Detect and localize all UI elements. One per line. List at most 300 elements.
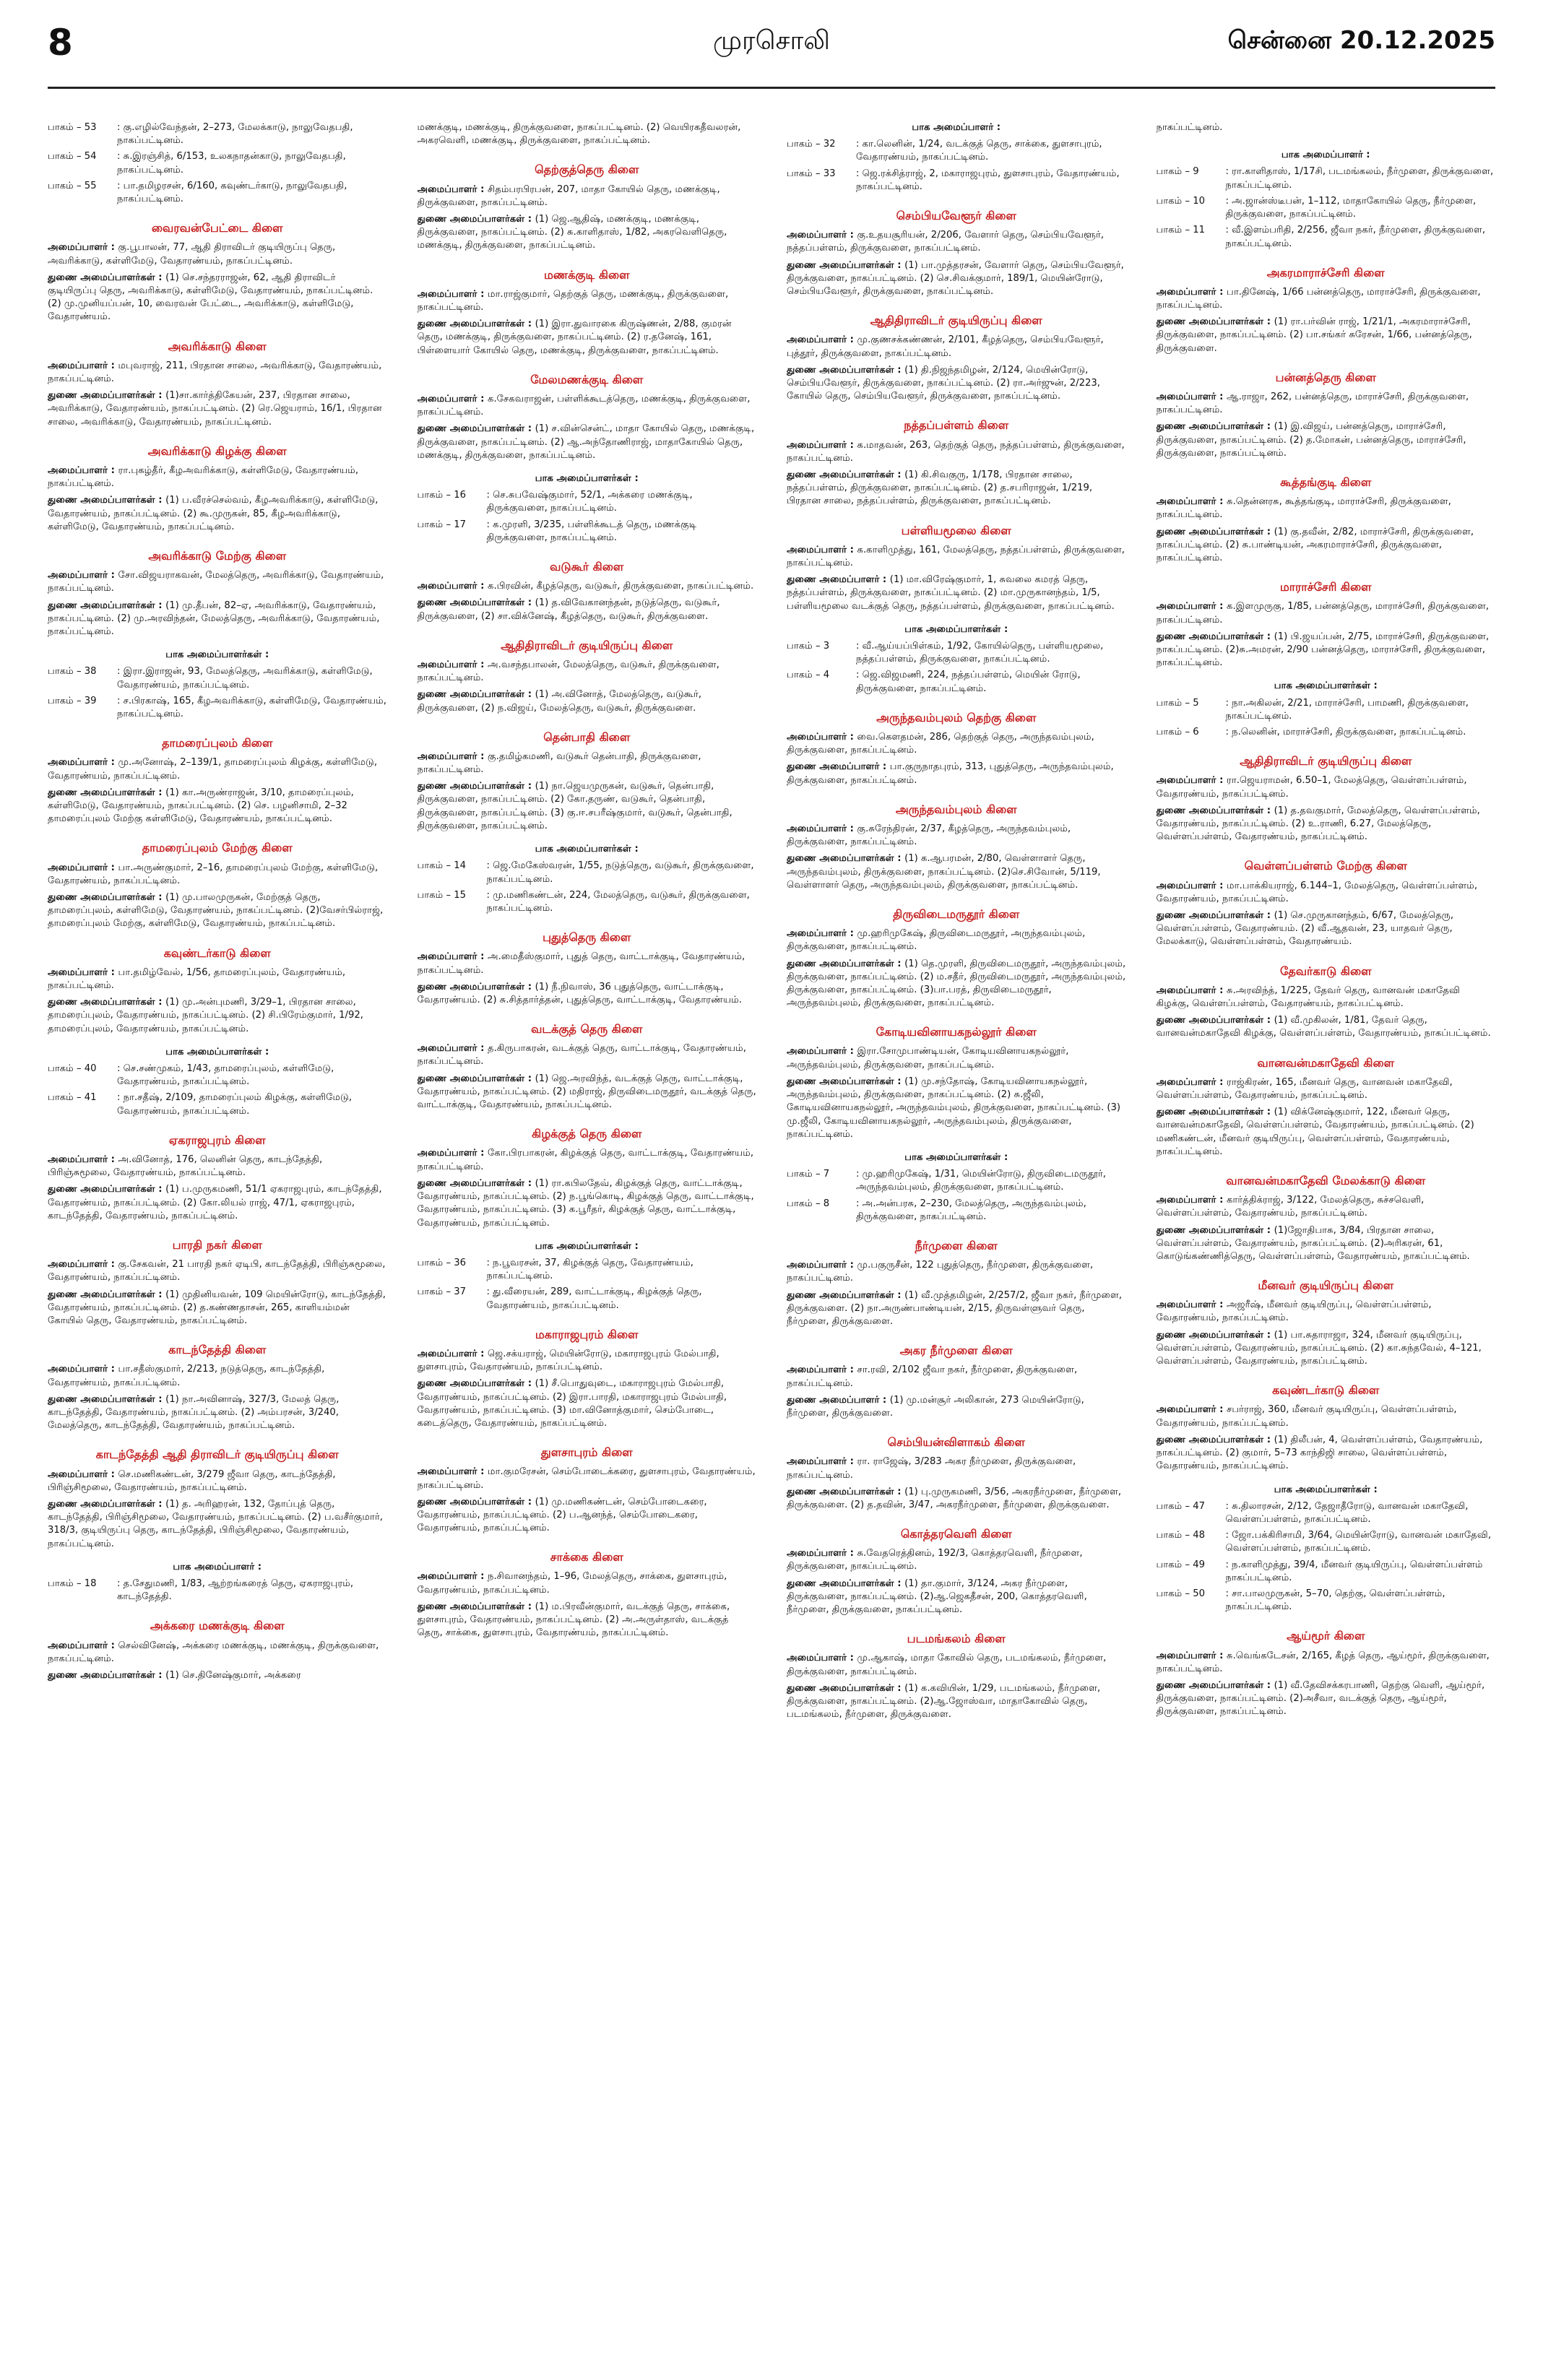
organizer-line [787,731,1126,757]
field-label: அமைப்பாளர் : [417,393,488,404]
deputy-organizers-line [1157,1679,1496,1719]
organizer-line [418,183,757,209]
field-label: துணை அமைப்பாளர்கள் : [417,1378,535,1390]
field-label: துணை அமைப்பாளர்கள் : [48,997,166,1008]
booth-organizer: : நா.சதீஷ், 2/109, தாமரைப்புலம் கிழக்கு, கள்ளிமேடு, வேதாரண்யம், நாகப்பட்டினம். [117,1092,353,1117]
field-label: துணை அமைப்பாளர்கள் : [417,689,535,701]
booth-number: பாகம் – 50 [1156,1588,1206,1600]
field-label: துணை அமைப்பாளர்கள் : [417,1601,535,1612]
branch-section [1157,265,1496,355]
deputy-organizers-line [787,1076,1126,1141]
organizer-line [418,1147,757,1173]
booth-number: பாகம் – 7 [787,1169,830,1180]
branch-section [1157,149,1496,251]
field-label: துணை அமைப்பாளர்கள் : [787,1578,905,1589]
field-value: (1) க.கவியின், 1/29, படமங்கலம், நீர்முளை, திருக்குவளை, நாகப்பட்டினம். (2)ஆ.ஜோஸ்வா, மாதாகோவில் தெரு, படமங்கலம், நீர்முளை, திருக்குவளை. [787,1682,1101,1721]
field-value: (1) மா.விரேஷ்குமார், 1, சுவலை கமரத் தெரு, நத்தப்பள்ளம், திருக்குவளை, நாகப்பட்டினம். (2) மா.முருகானந்தம், 1/5, பள்ளியமூலை வடக்குத் தெரு, நத்தப்பள்ளம், திருக்குவளை, நாகப்பட்டினம். [787,574,1115,612]
booth-organizers-heading: பாக அமைப்பாளர் : [912,122,1001,133]
field-label: துணை அமைப்பாளர்கள் : [48,1184,166,1195]
organizer-line [1157,1299,1496,1325]
field-value: ராஜ்கிரண், 165, மீனவர் தெரு, வானவன் மகாதேவி, வெள்ளப்பள்ளம், வேதாரண்யம், நாகப்பட்டினம். [1156,1076,1453,1101]
organizer-line [48,1640,387,1666]
organizer-line [1157,391,1496,417]
branch-title: வடக்குத் தெரு கிளை [531,1022,643,1037]
booth-entry [48,150,387,176]
field-value: (1) ரா.கபிலதேவ், கிழக்குத் தெரு, வாட்டாக்குடி, வேதாரண்யம், நாகப்பட்டினம். (2) ந.பூங்கொடி, கிழக்குத் தெரு, வாட்டாக்குடி, வேதாரண்யம், நாகப்பட்டினம். (3) க.பூரீதர், கிழக்குத் தெரு, வாட்டாக்குடி, வேதாரண்யம், நாகப்பட்டினம். [417,1177,754,1229]
field-value: கார்த்திக்ராஜ், 3/122, மேலத்தெரு, சுச்சவெளி, வெள்ளப்பள்ளம், வேதாரண்யம், நாகப்பட்டினம். [1156,1195,1425,1219]
deputy-organizers-line [1157,1014,1496,1040]
field-value: கு.உதயசூரியன், 2/206, வேளார் தெரு, செம்பியவேளூர், நத்தப்பள்ளம், திருக்குவளை, நாகப்பட்டினம். [787,230,1105,254]
field-value: (1) முதினியவன், 109 மெயின்ரோடு, காடந்தேத்தி, வேதாரண்யம், நாகப்பட்டினம். (2) த.கண்ணதாசன், 265, காளியம்மன் கோயில் தெரு, வேதாரண்யம், நாகப்பட்டினம். [48,1289,386,1327]
deputy-organizers-line [787,1682,1126,1722]
field-value: (1) மு.தீபன், 82–ஏ, அவரிக்காடு, வேதாரண்யம், நாகப்பட்டினம். (2) மு.அரவிந்தன், மேலத்தெரு, அவரிக்காடு, வேதாரண்யம், நாகப்பட்டினம். [48,600,380,637]
deputy-organizers-line [48,1289,387,1328]
booth-number: பாகம் – 15 [417,889,467,901]
field-label: துணை அமைப்பாளர்கள் : [1156,1107,1274,1118]
branch-title: மாராச்சேரி கிளை [1279,580,1372,594]
field-value: கு.சேகவன், 21 பாரதி நகர் ஏடிபி, காடந்தேத்தி, பிரிஞ்சுமூலை, வேதாரண்யம், நாகப்பட்டினம். [48,1259,386,1284]
branch-section [418,121,757,147]
booth-organizer: : அ.அன்பரசு, 2–230, மேலத்தெரு, அருந்தவம்புலம், திருக்குவளை, நாகப்பட்டினம். [856,1198,1086,1222]
field-label: துணை அமைப்பாளர்கள் : [417,319,535,330]
booth-number: பாகம் – 49 [1156,1559,1206,1570]
booth-entry [48,665,387,691]
branch-title: செம்பியன்விளாகம் கிளை [887,1435,1025,1450]
organizer-line [787,823,1126,849]
field-value: ரா.புகழ்தீர், கீழஅவரிக்காடு, கள்ளிமேடு, வேதாரண்யம், நாகப்பட்டினம். [48,464,359,490]
booth-entry [418,860,757,886]
booth-entry [418,489,757,515]
field-label: துணை அமைப்பாளர்கள் : [417,1073,535,1084]
field-value: ஜெ.சக்யராஜ், மெயின்ரோடு, மகாராஜபுரம் மேல்பாதி, துளசாபுரம், வேதாரண்யம், நாகப்பட்டினம். [417,1348,719,1373]
booth-number: பாகம் – 14 [417,860,467,872]
booth-entry [1157,1500,1496,1526]
booth-number: பாகம் – 32 [787,139,836,150]
deputy-organizers-line [1157,1434,1496,1474]
branch-section [418,1021,757,1112]
booth-organizer: : சா.பாலமுருகன், 5–70, தெற்கு, வெள்ளப்பள்ளம், நாகப்பட்டினம். [1225,1588,1445,1613]
booth-entry [1157,224,1496,250]
branch-title: ஆதிதிராவிடர் குடியிருப்பு கிளை [501,638,673,652]
header-rule [48,87,1495,89]
field-label: துணை அமைப்பாளர்கள் : [787,1682,905,1694]
booth-number: பாகம் – 4 [787,670,830,681]
organizer-line [787,1652,1126,1678]
field-value: (1) மு.மன்சூர் அலிகான், 273 மெயின்ரோடு, நீர்முளை, திருக்குவளை. [787,1394,1084,1419]
field-label: அமைப்பாளர் : [787,230,857,241]
field-value: (1) திலீபன், 4, வெள்ளப்பள்ளம், வேதாரண்யம், நாகப்பட்டினம். (2) குமார், 5–73 காந்திஜி சாலை, வெள்ளப்பள்ளம், வேதாரண்யம், நாகப்பட்டினம். [1156,1434,1483,1472]
field-value: க.சேகவராஜன், பள்ளிக்கூடத்தெரு, மணக்குடி, திருக்குவளை, நாகப்பட்டினம். [417,393,751,418]
field-value: (1) விக்னேஷ்குமார், 122, மீனவர் தெரு, வானவன்மகாதேவி, வெள்ளப்பள்ளம், வேதாரண்யம், நாகப்பட்டினம். (2) மணிகண்டன், மீனவர் குடியிருப்பு, வெள்ளப்பள்ளம், வேதாரண்யம், நாகப்பட்டினம். [1156,1107,1474,1157]
organizer-line [48,1258,387,1284]
booth-organizers-heading: பாக அமைப்பாளர் : [1281,150,1370,161]
field-value: (1) பு.முருகமணி, 3/56, அகரநீர்முளை, நீர்முளை, திருக்குவளை. (2) த.தவின், 3/47, அகரநீர்முளை, நீர்முளை, திருக்குவளை. [787,1486,1122,1510]
booth-entry [787,138,1126,164]
booth-organizer: : இரா.இராஜன், 93, மேலத்தெரு, அவரிக்காடு, கள்ளிமேடு, வேதாரண்யம், நாகப்பட்டினம். [117,666,373,691]
branch-section [1157,370,1496,460]
field-value: சு.வேதரெத்தினம், 192/3, கொத்தரவெளி, நீர்முளை, திருக்குவளை, நாகப்பட்டினம். [787,1548,1083,1572]
booth-number: பாகம் – 53 [48,122,97,133]
organizer-line [787,334,1126,360]
field-value: க.பிரவின், கீழத்தெரு, வடுகூர், திருக்குவளை, நாகப்பட்டினம். [488,581,754,592]
field-value: அ.மைதீஸ்குமார், புதுத் தெரு, வாட்டாக்குடி, வேதாரண்யம், நாகப்பட்டினம். [417,951,745,976]
organizer-line [1157,880,1496,906]
field-label: துணை அமைப்பாளர்கள் : [787,958,905,969]
branch-title: ஏகராஜபுரம் கிளை [168,1133,266,1147]
branch-title: அருந்தவம்புலம் கிளை [895,802,1017,816]
field-label: துணை அமைப்பாளர்கள் : [787,1289,905,1301]
field-value: மா.ராஜ்குமார், தெற்குத் தெரு, மணக்குடி, திருக்குவளை, நாகப்பட்டினம். [417,288,729,313]
deputy-organizers-line [418,1177,757,1230]
branch-section [48,220,387,324]
booth-entry [48,695,387,721]
branch-section [48,945,387,1118]
field-value: ரா. ராஜேஷ், 3/283 அகர நீர்முளை, திருக்குவளை, நாகப்பட்டினம். [787,1456,1076,1481]
branch-title: தென்பாதி கிளை [543,730,631,744]
deputy-organizers-line [418,213,757,253]
booth-organizers-heading: பாக அமைப்பாளர்கள் : [535,1240,639,1252]
organizer-line [787,544,1126,570]
deputy-organizers-line [48,787,387,826]
field-label: துணை அமைப்பாளர்கள் : [1156,805,1274,816]
field-label: அமைப்பாளர் : [417,1571,488,1583]
booth-entry [787,168,1126,194]
branch-section [1157,475,1496,565]
deputy-organizers-line [418,1073,757,1112]
field-value: பா.தமிழ்வேல், 1/56, தாமரைப்புலம், வேதாரண்யம், நாகப்பட்டினம். [48,966,346,991]
branch-section [787,1435,1126,1512]
booth-number: பாகம் – 8 [787,1198,830,1209]
deputy-organizers-line [787,1289,1126,1329]
field-label: துணை அமைப்பாளர்கள் : [1156,631,1274,642]
branch-title: கொத்தரவெளி கிளை [900,1527,1012,1541]
organizer-line [418,951,757,977]
organizer-line [48,569,387,595]
field-value: க.மாதவன், 263, தெற்குத் தெரு, நத்தப்பள்ளம், திருக்குவளை, நாகப்பட்டினம். [787,439,1125,464]
text-column [418,107,757,2360]
field-value: ரா.ஜெயராமன், 6.50–1, மேலத்தெரு, வெள்ளப்பள்ளம், வேதாரண்யம், நாகப்பட்டினம். [1156,775,1467,800]
booth-organizer: : நா.அகிலன், 2/21, மாராச்சேரி, பாமணி, திருக்குவளை, நாகப்பட்டினம். [1225,697,1469,722]
booth-organizers-heading: பாக அமைப்பாளர்கள் : [165,649,269,661]
field-label: அமைப்பாளர் : [417,183,488,195]
text-column [787,107,1126,2360]
organizer-line [787,1259,1126,1285]
field-label: அமைப்பாளர் : [787,823,857,834]
booth-organizer: : வீ.இளம்பரிதி, 2/256, ஜீவா நகர், நீர்முளை, திருக்குவளை, நாகப்பட்டினம். [1225,225,1486,249]
field-value: அ.வசந்தபாலன், மேலத்தெரு, வடுகூர், திருக்குவளை, நாகப்பட்டினம். [417,659,719,684]
organizer-line [48,966,387,992]
field-label: துணை அமைப்பாளர்கள் : [48,1289,166,1300]
branch-section [48,1618,387,1682]
branch-section [1157,121,1496,134]
booth-entry [1157,1559,1496,1585]
booth-organizers-heading: பாக அமைப்பாளர் : [173,1561,262,1572]
booth-organizer: : வீ.ஆய்யப்பிள்கம், 1/92, கோயில்தெரு, பள்ளியமூலை, நத்தப்பள்ளம், திருக்குவளை, நாகப்பட்டினம். [856,641,1104,665]
field-label: அமைப்பாளர் : [1156,601,1227,613]
branch-title: படமங்கலம் கிளை [907,1632,1006,1646]
branch-title: ஆதிதிராவிடர் குடியிருப்பு கிளை [1240,754,1412,769]
branch-title: அவரிக்காடு கிழக்கு கிளை [147,443,287,458]
branch-title: அருந்தவம்புலம் தெற்கு கிளை [876,710,1037,724]
field-value: மு.ஆகாஷ், மாதா கோவில் தெரு, படமங்கலம், நீர்முளை, திருக்குவளை, நாகப்பட்டினம். [787,1653,1107,1677]
branch-title: மணக்குடி கிளை [543,267,630,282]
deputy-organizers-line [1157,1106,1496,1159]
booth-entry [1157,165,1496,191]
branch-section [48,443,387,534]
branch-section [787,802,1126,892]
branch-section [48,1342,387,1432]
booth-entry [787,640,1126,666]
field-value: கு.சுரேந்திரன், 2/37, கீழத்தெரு, அருந்தவம்புலம், திருக்குவளை, நாகப்பட்டினம். [787,823,1071,848]
field-value: கு.தமிழ்கமணி, வடுகூர் தென்பாதி, திருக்குவளை, நாகப்பட்டினம். [417,750,701,776]
field-label: துணை அமைப்பாளர்கள் : [787,259,905,271]
deputy-organizers-line [787,958,1126,1011]
organizer-line [48,1363,387,1389]
branch-section [1157,1278,1496,1368]
organizer-line [418,393,757,419]
deputy-organizers-line [787,1578,1126,1617]
field-value: மா.பாக்கியராஜ், 6.144–1, மேலத்தெரு, வெள்ளப்பள்ளம், வேதாரண்யம், நாகப்பட்டினம். [1156,880,1478,904]
field-value: க.இளமுருகு, 1/85, பன்னத்தெரு, மாராச்சேரி, திருக்குவளை, நாகப்பட்டினம். [1156,601,1490,626]
field-value: மு.அனோஷ், 2–139/1, தாமரைப்புலம் கிழக்கு, கள்ளிமேடு, வேதாரண்யம், நாகப்பட்டினம். [48,757,378,782]
booth-entry [48,1063,387,1089]
branch-section [418,930,757,1007]
deputy-organizers-line [418,1377,757,1430]
organizer-line [787,1364,1126,1390]
continued-text: மணக்குடி, மணக்குடி, திருக்குவளை, நாகப்பட்டினம். (2) வெயிரகதீவலரன், அகரவெளி, மணக்குடி, திருக்குவளை, நாகப்பட்டினம். [417,122,741,147]
deputy-organizers-line [48,1498,387,1551]
organizer-line [787,1547,1126,1573]
organizer-line [418,580,757,593]
deputy-organizers-line [787,364,1126,404]
field-label: அமைப்பாளர் : [417,951,488,963]
field-label: துணை அமைப்பாளர் : [787,1394,890,1406]
field-label: துணை அமைப்பாளர்கள் : [417,1177,535,1189]
booth-entry [787,1168,1126,1194]
branch-section [787,1238,1126,1328]
branch-title: காடந்தேத்தி கிளை [168,1343,267,1357]
booth-organizer: : த.சேதுமணி, 1/83, ஆற்றங்கரைத் தெரு, ஏகராஜபுரம், காடந்தேத்தி. [117,1578,354,1603]
field-label: அமைப்பாளர் : [787,731,857,743]
branch-title: துளசாபுரம் கிளை [540,1445,633,1460]
booth-organizers-heading: பாக அமைப்பாளர்கள் : [1274,680,1378,692]
organizer-line [418,1348,757,1374]
field-value: (1) நா.ஜெயமுருகன், வடுகூர், தென்பாதி, திருக்குவளை, நாகப்பட்டினம். (2) கோ.தருண், வடுகூர், தென்பாதி, திருக்குவளை, நாகப்பட்டினம். (3) கு.ஈ.சபரீஷ்குமார், வடுகூர், தென்பாதி, திருக்குவளை, நாகப்பட்டினம். [417,781,732,831]
deputy-organizers-line [48,494,387,534]
branch-section [1157,1173,1496,1263]
branch-title: தாமரைப்புலம் மேற்கு கிளை [142,841,293,855]
organizer-line [787,927,1126,953]
branch-title: காடந்தேத்தி ஆதி திராவிடர் குடியிருப்பு கிளை [95,1448,339,1462]
field-label: அமைப்பாளர் : [787,1456,857,1468]
field-label: துணை அமைப்பாளர்கள் : [787,1076,905,1087]
booth-entry [418,1286,757,1312]
deputy-organizers-line [48,389,387,429]
field-label: அமைப்பாளர் : [48,1259,118,1271]
branch-section [418,1549,757,1640]
text-column [1157,107,1496,2360]
field-label: துணை அமைப்பாளர்கள் : [787,469,905,480]
field-label: அமைப்பாளர் : [48,360,118,371]
booth-organizers-heading: பாக அமைப்பாளர்கள் : [535,472,639,484]
booth-number: பாகம் – 9 [1156,166,1199,178]
deputy-organizers-line [48,1393,387,1433]
page-number: 8 [48,22,73,64]
field-value: (1) மு.மணிகண்டன், செம்போடைகரை, வேதாரண்யம், நாகப்பட்டினம். (2) ப.ஆனந்த், செம்போடைகரை, வேதாரண்யம், நாகப்பட்டினம். [417,1496,707,1534]
deputy-organizers-line [787,852,1126,892]
page-header [48,22,1495,79]
field-label: துணை அமைப்பாளர்கள் : [1156,1224,1274,1236]
branch-section [1157,753,1496,844]
booth-number: பாகம் – 3 [787,641,830,652]
booth-number: பாகம் – 38 [48,666,97,678]
booth-number: பாகம் – 40 [48,1063,97,1075]
branch-title: ஆய்மூர் கிளை [1287,1629,1365,1643]
field-label: அமைப்பாளர் : [417,1348,488,1359]
field-label: துணை அமைப்பாளர்கள் : [417,423,535,435]
deputy-organizers-line [787,259,1126,299]
field-label: அமைப்பாளர் : [1156,1076,1227,1088]
booth-entry [1157,1588,1496,1614]
deputy-organizers-line [48,1183,387,1223]
field-value: (1) த.விவேகானந்தன், நடுத்தெரு, வடுகூர், திருக்குவளை, (2) சா.விக்னேஷ், கீழத்தெரு, வடுகூர், திருக்குவளை. [417,597,720,622]
deputy-organizers-line [48,1669,387,1682]
field-value: (1) நா.அவினாஷ், 327/3, மேலத் தெரு, காடந்தேத்தி, வேதாரண்யம், நாகப்பட்டினம். (2) அம்பரசன், 3/240, மேலத்தெரு, காடந்தேத்தி, வேதாரண்யம், நாகப்பட்டினம். [48,1393,340,1432]
field-value: (1) வீ.முகிலன், 1/81, தேவர் தெரு, வானவன்மகாதேவி கிழக்கு, வெள்ளப்பள்ளம், வேதாரண்யம், நாகப்பட்டினம். [1156,1015,1491,1039]
field-label: அமைப்பாளர் : [417,750,488,762]
booth-number: பாகம் – 18 [48,1578,97,1590]
branch-section [418,638,757,715]
deputy-organizers-line [1157,1224,1496,1264]
deputy-organizers-line [1157,526,1496,566]
booth-entry [48,180,387,206]
field-value: க.காளிமுத்து, 161, மேலத்தெரு, நத்தப்பள்ளம், திருக்குவளை, நாகப்பட்டினம். [787,544,1125,568]
field-value: (1) பா.சுதாராஜா, 324, மீனவர் குடியிருப்பு, வெள்ளப்பள்ளம், வேதாரண்யம், நாகப்பட்டினம். (2) கா.சுந்தவேல், 4–121, வெள்ளப்பள்ளம், வேதாரண்யம், நாகப்பட்டினம். [1156,1329,1482,1367]
booth-entry [787,1198,1126,1224]
booth-organizer: : க.முரளி, 3/235, பள்ளிக்கூடத் தெரு, மணக்குடி திருக்குவளை, நாகப்பட்டினம். [486,519,697,543]
booth-organizer: : மு.ஹரிமுகேஷ், 1/31, மெயின்ரோடு, திருவிடைமருதூர், அருந்தவம்புலம், திருக்குவளை, நாகப்பட்டினம். [856,1169,1106,1193]
branch-title: கவுண்டர்காடு கிளை [1272,1383,1380,1398]
field-value: மு.ஹரிமுகேஷ், திருவிடைமருதூர், அருந்தவம்புலம், திருக்குவளை, நாகப்பட்டினம். [787,928,1086,953]
branch-section [1157,1055,1496,1159]
branch-section [1157,964,1496,1041]
branch-section [787,1526,1126,1617]
field-label: துணை அமைப்பாளர்கள் : [417,981,535,992]
deputy-organizers-line [1157,316,1496,355]
booth-organizers-heading: பாக அமைப்பாளர்கள் : [904,1152,1008,1163]
branch-title: தாமரைப்புலம் கிளை [162,736,273,750]
field-value: (1) அ.வினோத், மேலத்தெரு, வடுகூர், திருக்குவளை, (2) ந.விஜய், மேலத்தெரு, வடுகூர், திருக்குவளை. [417,689,702,714]
branch-section [1157,858,1496,948]
branch-section [1157,1382,1496,1614]
branch-title: வடுகூர் கிளை [550,560,624,574]
booth-entry [48,1578,387,1604]
organizer-line [48,464,387,490]
booth-organizer: : சு.திலாரசன், 2/12, தேஜாதீரோடு, வானவன் மகாதேவி, வெள்ளப்பள்ளம், நாகப்பட்டினம். [1225,1500,1469,1525]
deputy-organizers-line [418,318,757,358]
booth-organizer: : ஜெ.விஜமணி, 224, நத்தப்பள்ளம், மெயின் ரோடு, திருக்குவளை, நாகப்பட்டினம். [856,670,1081,694]
branch-section [787,710,1126,787]
booth-number: பாகம் – 16 [417,490,467,501]
field-value: (1) ச.வின்சென்ட், மாதா கோயில் தெரு, மணக்குடி, திருக்குவளை, நாகப்பட்டினம். (2) ஆ.அந்தோணிராஜ், மாதாகோயில் தெரு, மணக்குடி, திருக்குவளை, நாகப்பட்டினம். [417,423,755,461]
field-value: (1)ஜோதிபாசு, 3/84, பிரதான சாலை, வெள்ளப்பள்ளம், வேதாரண்யம், நாகப்பட்டினம். (2)அரிகரன், 61, கொடுங்கண்ணித்தெரு, வெள்ளப்பள்ளம், வேதாரண்யம், நாகப்பட்டினம். [1156,1224,1470,1262]
field-value: (1) த. அரிஹரன், 132, தோப்புத் தெரு, காடந்தேத்தி, பிரிஞ்சிமூலை, வேதாரண்யம், நாகப்பட்டினம். (2) ப.வசீர்குமார், 318/3, குடியிருப்பு தெரு, காடந்தேத்தி, பிரிஞ்சிமூலை, வேதாரண்யம், நாகப்பட்டினம். [48,1498,383,1549]
field-value: மா.குமரேசன், செம்போடைக்கரை, துளசாபுரம், வேதாரண்யம், நாகப்பட்டினம். [417,1466,756,1491]
branch-section [418,372,757,545]
deputy-organizers-line [418,981,757,1007]
field-value: (1) தா.குமார், 3/124, அகர நீர்முளை, திருக்குவளை, நாகப்பட்டினம். (2)ஆ.ஜெகதீசன், 200, கொத்தரவெளி, நீர்முளை, திருக்குவளை, நாகப்பட்டினம். [787,1578,1087,1616]
booth-organizer: : அ.ஜான்ஸ்டீபன், 1–112, மாதாகோயில் தெரு, நீர்முளை, திருக்குவளை, நாகப்பட்டினம். [1225,195,1477,220]
field-value: சபர்ராஜ், 360, மீனவர் குடியிருப்பு, வெள்ளப்பள்ளம், வேதாரண்யம், நாகப்பட்டினம். [1156,1404,1457,1429]
booth-organizer: : செ.சண்முகம், 1/43, தாமரைப்புலம், கள்ளிமேடு, வேதாரண்யம், நாகப்பட்டினம். [117,1063,334,1088]
field-label: அமைப்பாளர் : [1156,1650,1227,1661]
deputy-organizers-line [1157,805,1496,844]
field-value: (1) த.தவகுமார், மேலத்தெரு, வெள்ளப்பள்ளம், வேதாரண்யம், நாகப்பட்டினம். (2) உ.ராணி, 6.27, மேலத்தெரு, வெள்ளப்பள்ளம், வேதாரண்யம், நாகப்பட்டினம். [1156,805,1480,843]
branch-title: நத்தப்பள்ளம் கிளை [904,418,1009,433]
field-label: அமைப்பாளர் : [787,1548,857,1559]
booth-entry [1157,1529,1496,1555]
booth-number: பாகம் – 17 [417,519,467,530]
organizer-line [1157,496,1496,522]
field-value: செ.மணிகண்டன், 3/279 ஜீவா தெரு, காடந்தேத்தி, பிரிஞ்சிமூலை, வேதாரண்யம், நாகப்பட்டினம். [48,1468,336,1493]
field-value: (1) வீ.தேவிசக்கரபாணி, தெற்கு வெளி, ஆய்மூர், திருக்குவளை, நாகப்பட்டினம். (2)அசீவா, வடக்குத் தெரு, ஆய்மூர், திருக்குவளை, நாகப்பட்டினம். [1156,1680,1485,1718]
booth-entry [1157,726,1496,739]
organizer-line [48,756,387,782]
branch-title: தெற்குத்தெரு கிளை [535,163,639,177]
field-label: அமைப்பாளர் : [1156,1195,1227,1206]
booth-organizer: : ஜெ.ரக்சித்ராஜ், 2, மகாராஜபுரம், துளசாபுரம், வேதாரண்யம், நாகப்பட்டினம். [856,168,1120,192]
organizer-line [1157,774,1496,800]
booth-organizer: : ந.லெனின், மாராச்சேரி, திருக்குவளை, நாகப்பட்டினம். [1225,727,1466,738]
branch-title: புதுத்தெரு கிளை [543,930,631,945]
branch-title: நீர்முளை கிளை [915,1239,998,1253]
field-label: துணை அமைப்பாளர் : [787,574,890,586]
organizer-line [1157,985,1496,1011]
field-value: பா.சதீஸ்குமார், 2/213, நடுத்தெரு, காடந்தேத்தி, வேதாரண்யம், நாகப்பட்டினம். [48,1364,325,1388]
booth-entry [787,669,1126,695]
booth-organizers-heading: பாக அமைப்பாளர்கள் : [1274,1484,1378,1495]
field-label: துணை அமைப்பாளர்கள் : [1156,1329,1274,1341]
branch-section [787,121,1126,194]
field-value: அஜரீஷ், மீனவர் குடியிருப்பு, வெள்ளப்பள்ளம், வேதாரண்யம், நாகப்பட்டினம். [1156,1299,1432,1324]
field-label: அமைப்பாளர் : [787,928,857,940]
field-value: (1) ஜெ.அரவிந்த், வடக்குத் தெரு, வாட்டாக்குடி, வேதாரண்யம், நாகப்பட்டினம். (2) மதிராஜ், திருவிடைமருதூர், வடக்குத் தெரு, வாட்டாக்குடி, வேதாரண்யம், நாகப்பட்டினம். [417,1073,756,1111]
field-value: (1) மு.அன்புமணி, 3/29–1, பிரதான சாலை, தாமரைப்புலம், வேதாரண்யம், நாகப்பட்டினம். (2) சி.பிரேம்குமார், 1/92, தாமரைப்புலம், வேதாரண்யம், நாகப்பட்டினம். [48,997,363,1034]
field-label: துணை அமைப்பாளர்கள் : [1156,421,1274,433]
branch-section [418,1126,757,1312]
field-value: (1) கு.தவீன், 2/82, மாராச்சேரி, திருக்குவளை, நாகப்பட்டினம். (2) சு.பாண்டியன், அகரமாராச்சேரி, திருக்குவளை, நாகப்பட்டினம். [1156,526,1474,564]
field-label: துணை அமைப்பாளர் : [787,761,890,773]
field-value: சா.ரவி, 2/102 ஜீவா நகர், நீர்முளை, திருக்குவளை, நாகப்பட்டினம். [787,1364,1078,1389]
deputy-organizers-line [787,1394,1126,1420]
deputy-organizers-line [418,1601,757,1640]
field-label: அமைப்பாளர் : [48,966,118,978]
branch-section [48,840,387,930]
branch-title: அவரிக்காடு கிளை [168,339,267,353]
field-label: துணை அமைப்பாளர்கள் : [48,390,166,402]
deputy-organizers-line [787,761,1126,787]
branch-title: அகரமாராச்சேரி கிளை [1266,265,1385,280]
field-value: (1) கி.சிவகுரு, 1/178, பிரதான சாலை, நத்தப்பள்ளம், திருக்குவளை, நாகப்பட்டினம். (2) த.சபரிராஜன், 1/219, பிரதான சாலை, நத்தப்பள்ளம், திருக்குவளை, நாகப்பட்டினம். [787,469,1093,507]
field-label: துணை அமைப்பாளர்கள் : [1156,1434,1274,1445]
branch-section [787,1631,1126,1721]
field-label: துணை அமைப்பாளர்கள் : [417,781,535,792]
field-label: அமைப்பாளர் : [48,242,118,254]
field-label: அமைப்பாளர் : [787,1364,857,1376]
article-columns [48,107,1495,2360]
field-value: பா.தினேஷ், 1/66 பன்னத்தெரு, மாராச்சேரி, திருக்குவளை, நாகப்பட்டினம். [1156,286,1481,311]
field-value: மபுவராஜ், 211, பிரதான சாலை, அவரிக்காடு, வேதாரண்யம், நாகப்பட்டினம். [48,360,382,384]
